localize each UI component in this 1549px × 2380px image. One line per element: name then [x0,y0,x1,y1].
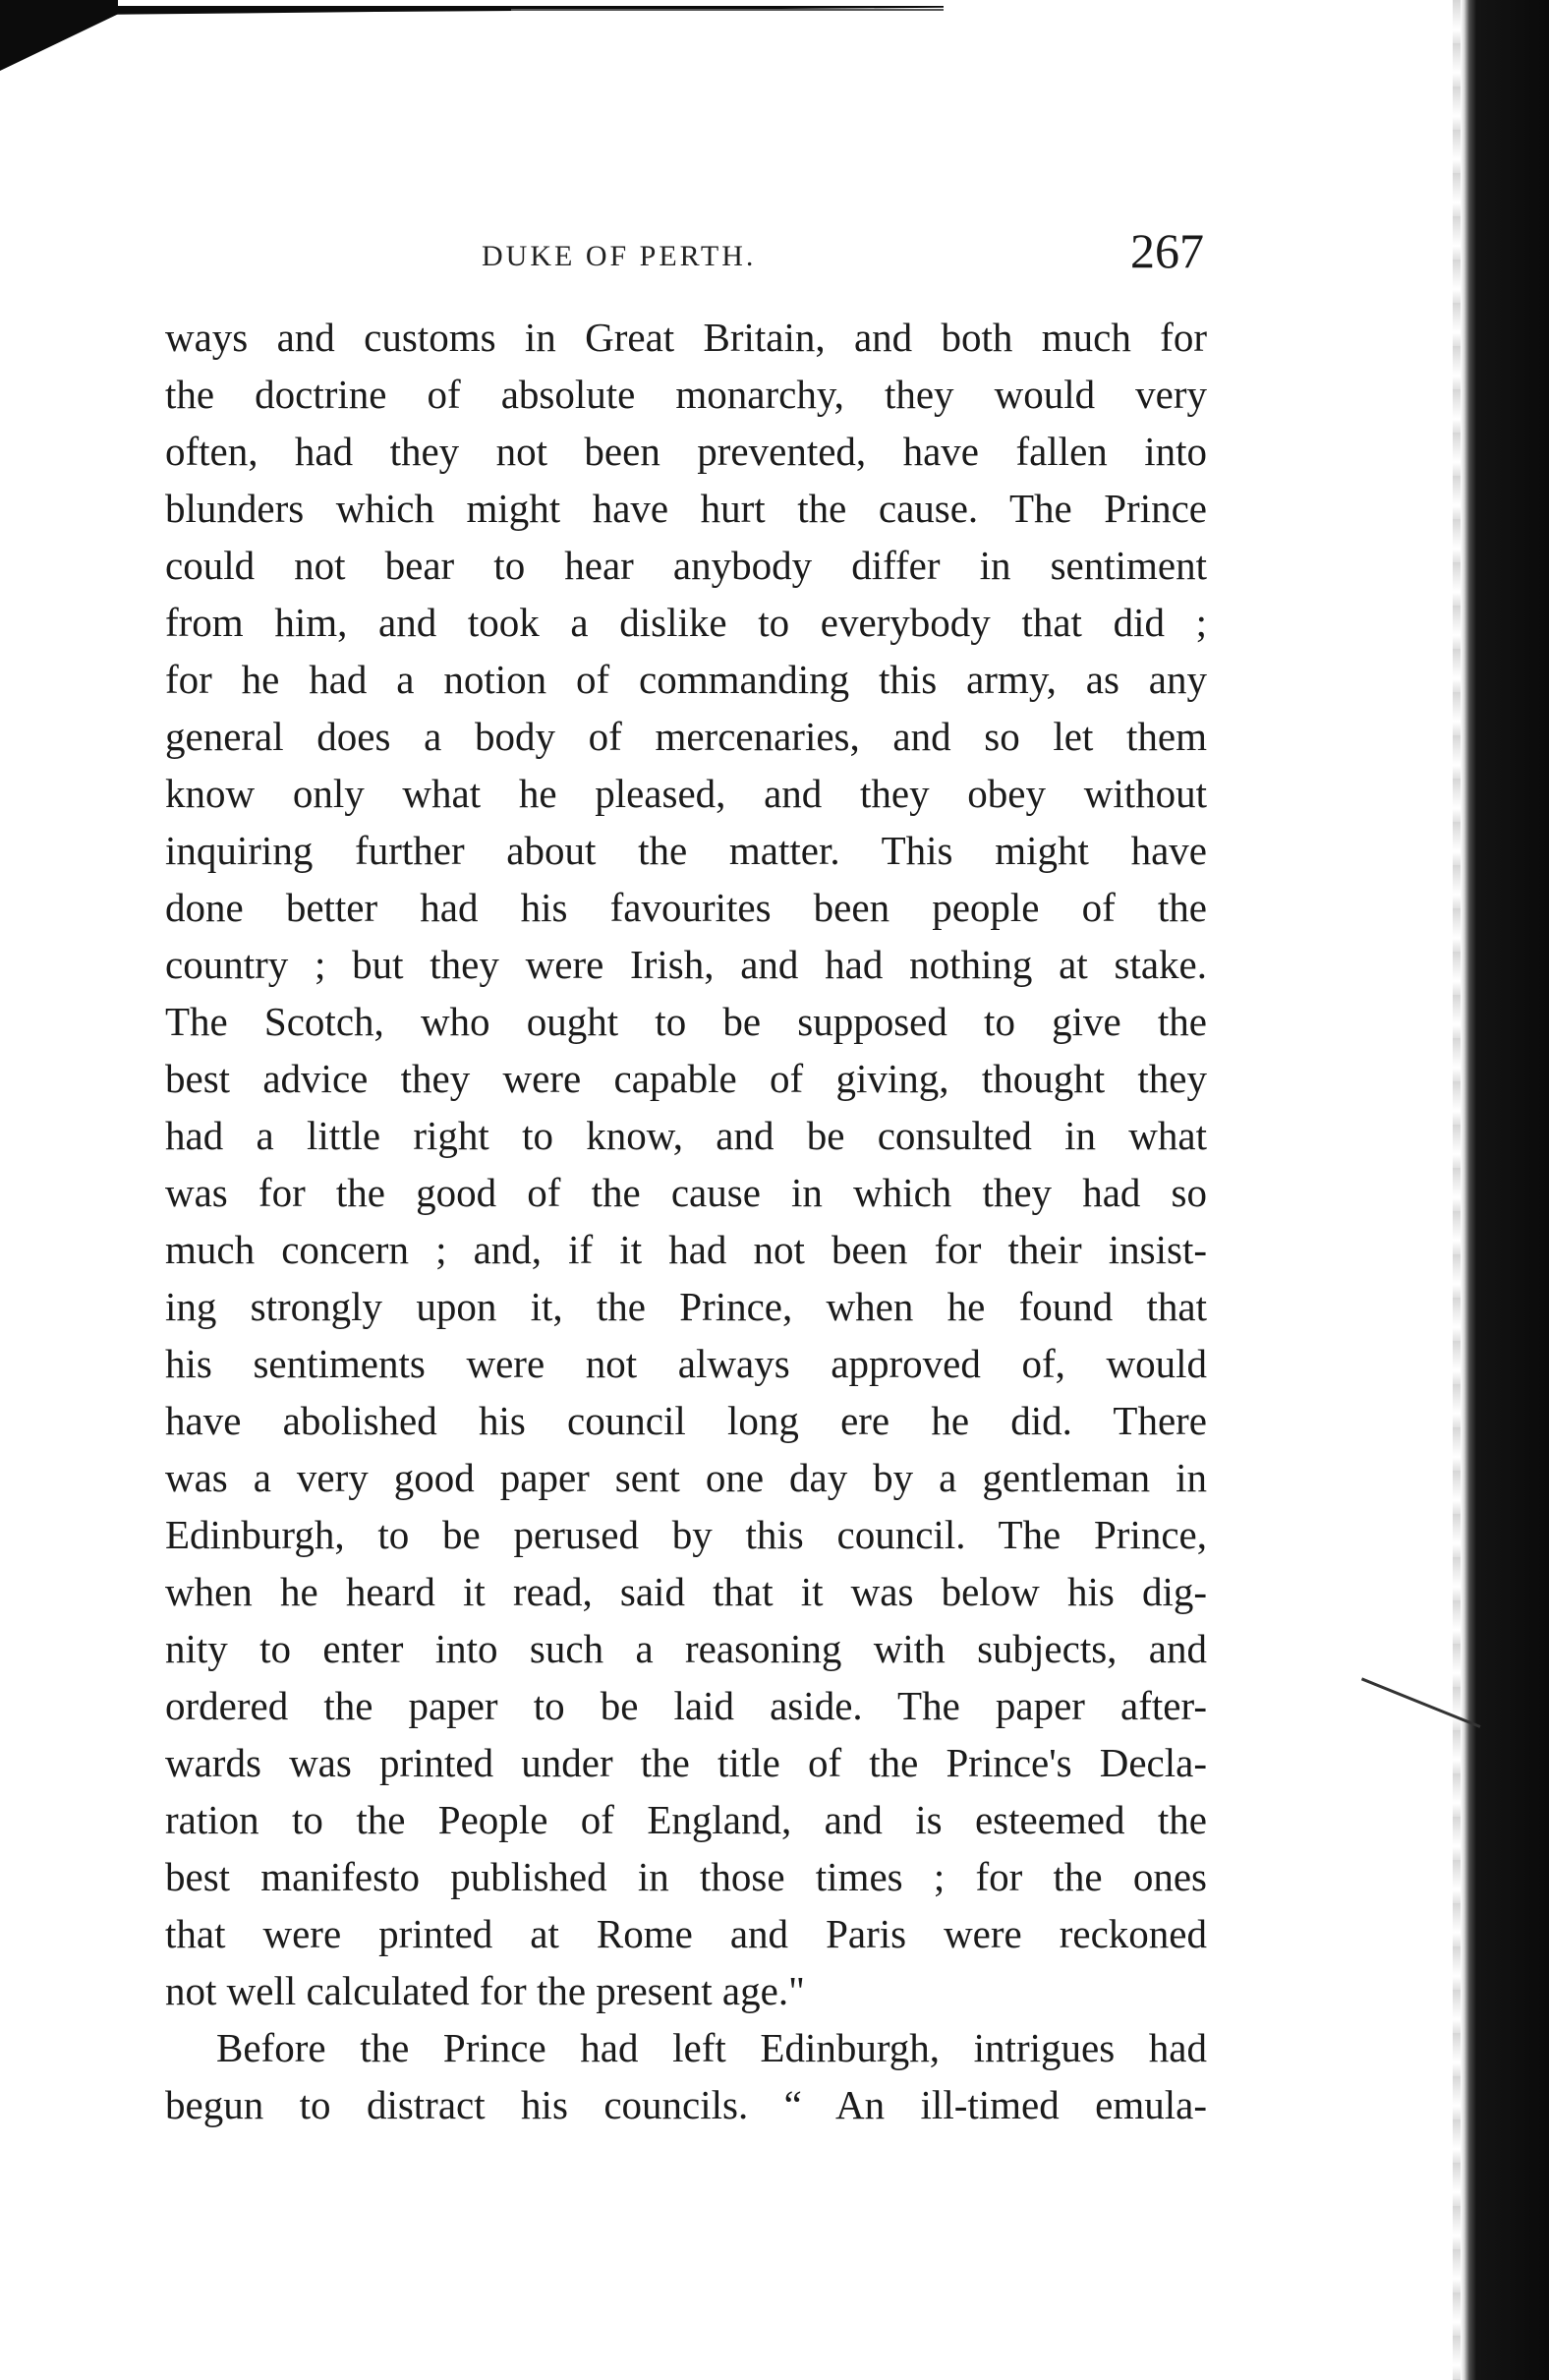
text-line: often, had they not been prevented, have fallen into [165,429,1207,474]
text-line: wards was printed under the title of the Prince's Decla- [165,1740,1207,1785]
text-line: when he heard it read, said that it was below his dig- [165,1569,1207,1614]
text-line: begun to distract his councils. “ An ill-timed emula- [165,2082,1207,2127]
page-number: 267 [1130,223,1204,278]
scan-gutter-streak [1453,0,1461,2380]
text-line: country ; but they were Irish, and had nothing at stake. [165,942,1207,987]
text-line: much concern ; and, if it had not been for their insist- [165,1227,1207,1272]
text-line: the doctrine of absolute monarchy, they would very [165,372,1207,417]
text-line: ing strongly upon it, the Prince, when he found that [165,1284,1207,1329]
text-line: for he had a notion of commanding this army, as any [165,657,1207,702]
text-line: done better had his favourites been people of the [165,885,1207,930]
text-line: general does a body of mercenaries, and so let them [165,714,1207,759]
text-line: blunders which might have hurt the cause. The Prince [165,486,1207,531]
text-line: ration to the People of England, and is esteemed the [165,1797,1207,1842]
text-line: best manifesto published in those times ; for the ones [165,1854,1207,1899]
scan-right-edge [1461,0,1549,2380]
text-line: know only what he pleased, and they obey without [165,771,1207,816]
scan-top-line [511,9,944,11]
text-line: ways and customs in Great Britain, and both much for [165,315,1207,360]
scan-top-rule [0,6,944,16]
body-text [165,309,1207,2133]
text-line: Edinburgh, to be perused by this council. The Prince, [165,1512,1207,1557]
text-line: from him, and took a dislike to everybody that did ; [165,600,1207,645]
text-line: Before the Prince had left Edinburgh, intrigues had [216,2025,1207,2070]
text-line: not well calculated for the present age." [165,1968,805,2013]
text-line: was a very good paper sent one day by a gentleman in [165,1455,1207,1500]
running-head: DUKE OF PERTH. [482,240,757,272]
text-line: The Scotch, who ought to be supposed to give the [165,999,1207,1044]
text-line: inquiring further about the matter. This might have [165,828,1207,873]
text-line: nity to enter into such a reasoning with subjects, and [165,1626,1207,1671]
text-line: was for the good of the cause in which they had so [165,1170,1207,1215]
text-line: best advice they were capable of giving, thought they [165,1056,1207,1101]
text-line: could not bear to hear anybody differ in sentiment [165,543,1207,588]
text-line: that were printed at Rome and Paris were reckoned [165,1911,1207,1956]
text-line: had a little right to know, and be consulted in what [165,1113,1207,1158]
text-line: have abolished his council long ere he did. There [165,1398,1207,1443]
text-line: his sentiments were not always approved of, would [165,1341,1207,1386]
text-line: ordered the paper to be laid aside. The paper after- [165,1683,1207,1728]
